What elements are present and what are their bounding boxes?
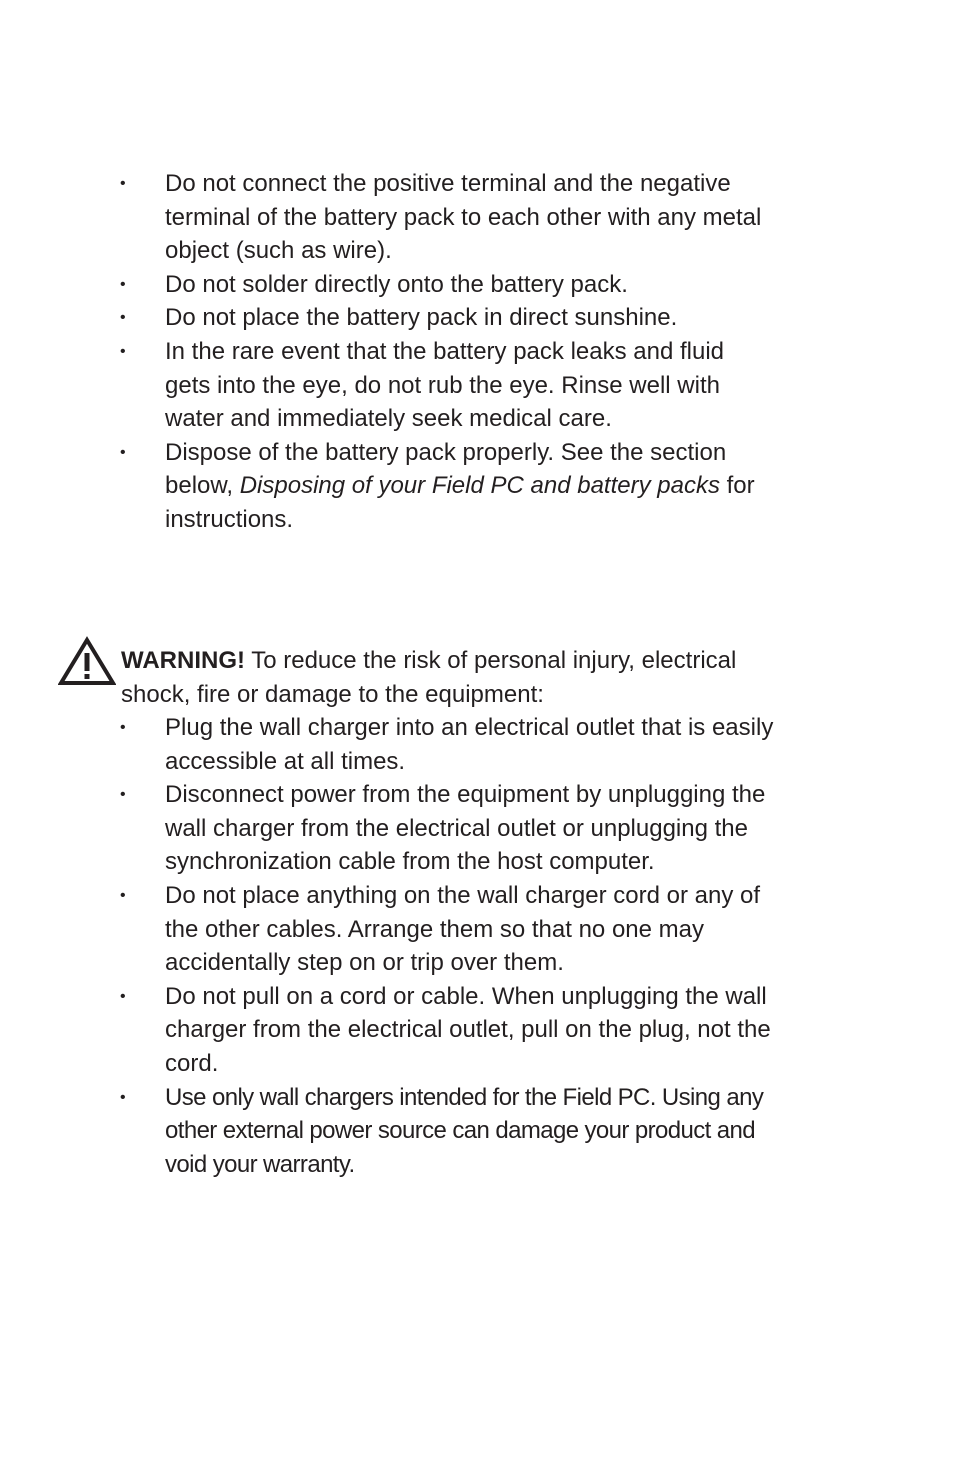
list-item-text: In the rare event that the battery pack leaks and fluid gets into the eye, do not rub the eye. Rinse well with water and immediately seek medical care. [165, 337, 725, 433]
list-item-text: Do not connect the positive terminal and the negative terminal of the battery pack to each other with any metal object (such as wire). [165, 170, 762, 265]
battery-precautions-list [0, 167, 775, 537]
bullet: • [120, 786, 126, 804]
warning-triangle-icon [58, 636, 116, 686]
bullet: • [120, 309, 126, 327]
list-item-text: Do not pull on a cord or cable. When unplugging the wall charger from the electrical outlet, pull on the plug, not the cord. [165, 982, 771, 1077]
list-item [0, 268, 775, 302]
list-item-text: Do not place anything on the wall charger cord or any of the other cables. Arrange them so that no one may accidentally step on or trip over them. [165, 881, 761, 977]
warning-label: WARNING! [121, 647, 245, 674]
bullet: • [120, 175, 126, 192]
bullet: • [120, 987, 126, 1005]
bullet: • [120, 719, 126, 736]
list-item [0, 301, 775, 335]
list-item [0, 778, 775, 879]
list-item-text: Use only wall chargers intended for the Field PC. Using any other external power source can damage your product and void your warranty. [165, 1083, 764, 1178]
list-item [0, 980, 775, 1081]
list-item-text: Plug the wall charger into an electrical outlet that is easily accessible at all times. [165, 714, 774, 775]
list-item-text: Do not place the battery pack in direct sunshine. [165, 304, 678, 332]
list-item-dispose [0, 436, 775, 537]
bullet: • [120, 342, 126, 360]
warning-paragraph [121, 644, 761, 711]
bullet: • [120, 275, 126, 293]
dispose-text-before: Dispose of the battery pack properly. See the section below, [165, 438, 727, 500]
list-item [0, 879, 775, 980]
list-item [0, 1081, 775, 1182]
bullet: • [120, 1088, 126, 1106]
bullet: • [120, 443, 126, 461]
bullet: • [120, 886, 126, 904]
list-item-text: Disconnect power from the equipment by unplugging the wall charger from the electrical outlet or unplugging the synchronization cable from the host computer. [165, 781, 766, 876]
list-item [0, 335, 775, 436]
dispose-section-reference: Disposing of your Field PC and battery packs [239, 472, 720, 500]
list-item [0, 711, 775, 778]
list-item-text: Do not solder directly onto the battery pack. [165, 270, 628, 298]
warning-text: To reduce the risk of personal injury, electrical shock, fire or damage to the equipment: [121, 647, 737, 708]
dispose-text-after: for instructions. [165, 472, 755, 533]
warning-list [0, 711, 775, 1181]
list-item [0, 167, 775, 268]
